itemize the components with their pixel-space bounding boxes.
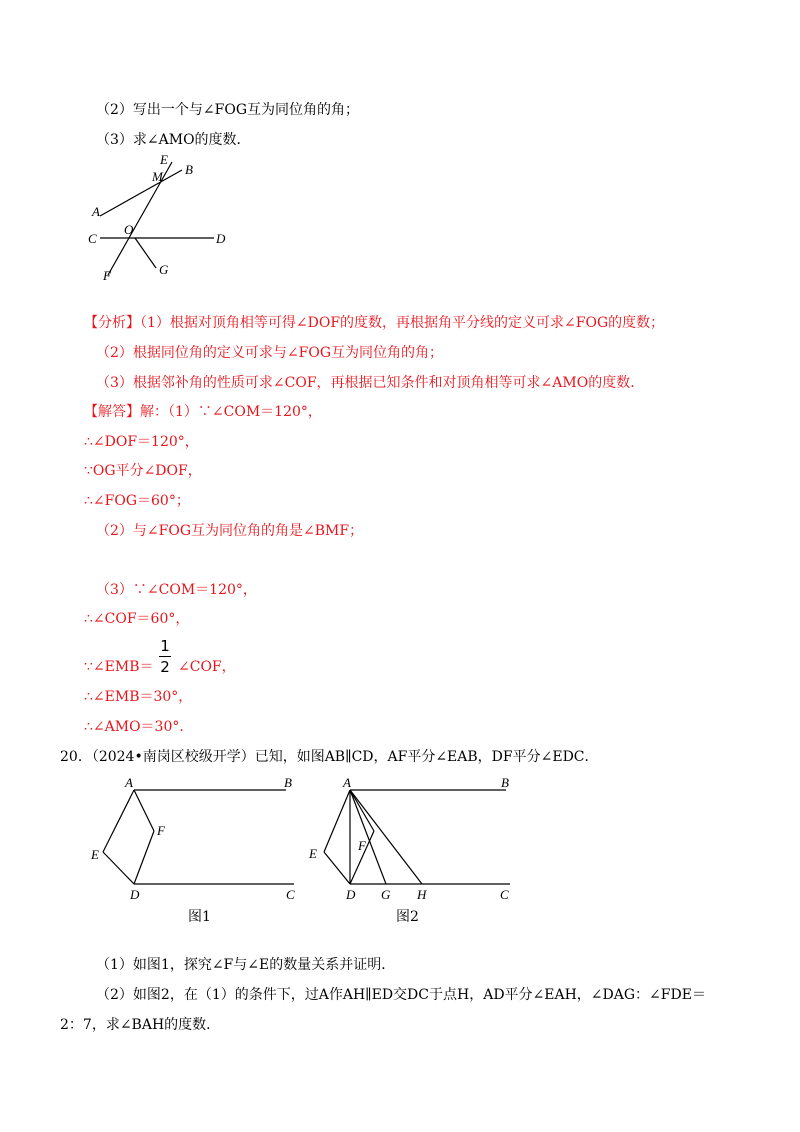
fraction-denominator: 2: [160, 658, 170, 676]
label-g: G: [159, 262, 169, 277]
segment-ag: [350, 790, 386, 884]
question-part3: （3）求∠AMO的度数．: [96, 132, 251, 148]
label-c: C: [88, 231, 97, 246]
label-a: A: [343, 775, 351, 790]
label-d: D: [130, 887, 140, 902]
problem-20-figure-1: [86, 772, 300, 902]
solution-line-2: ∴∠DOF＝120°，: [84, 434, 199, 450]
solution-line-4: ∴∠FOG＝60°；: [84, 493, 190, 509]
fraction-one-half: [159, 638, 171, 675]
label-b: B: [185, 162, 193, 177]
label-b: B: [284, 775, 292, 790]
fraction-bar: [159, 656, 171, 657]
geometry-figure-19: [88, 150, 238, 280]
problem-20-question-2-line-1: （2）如图2，在（1）的条件下，过A作AH∥ED交DC于点H，AD平分∠EAH，∠DAG：∠FDE＝: [96, 987, 706, 1003]
question-part2: （2）写出一个与∠FOG互为同位角的角；: [96, 102, 360, 118]
label-m: M: [152, 169, 163, 184]
segment-ae: [324, 790, 350, 852]
label-c: C: [500, 887, 509, 902]
solution-line-1: 【解答】解：（1）∵∠COM＝120°，: [84, 404, 322, 420]
analysis-line-2: （2）根据同位角的定义可求与∠FOG互为同位角的角；: [96, 345, 444, 361]
segment-fd: [134, 831, 154, 884]
label-d: D: [346, 887, 356, 902]
label-d: D: [216, 231, 226, 246]
label-e: E: [91, 847, 99, 862]
solution-line-5: （2）与∠FOG互为同位角的角是∠BMF；: [96, 523, 364, 539]
analysis-line-3: （3）根据邻补角的性质可求∠COF，再根据已知条件和对顶角相等可求∠AMO的度数．: [96, 375, 645, 391]
label-b: B: [501, 775, 509, 790]
label-c: C: [286, 887, 295, 902]
segment-af: [134, 790, 154, 831]
segment-ae: [103, 790, 134, 852]
label-o: O: [124, 222, 134, 237]
solution-line-10: ∴∠AMO＝30°．: [84, 719, 194, 735]
segment-ah: [350, 790, 422, 884]
problem-20-question-1: （1）如图1，探究∠F与∠E的数量关系并证明．: [96, 957, 396, 973]
label-a: A: [125, 775, 133, 790]
ray-og: [135, 238, 156, 268]
label-f: F: [157, 823, 165, 838]
label-a: A: [92, 204, 100, 219]
line-ab: [100, 170, 182, 216]
solution-line-9: ∴∠EMB＝30°，: [84, 689, 193, 705]
segment-ed: [324, 852, 350, 884]
solution-line-3: ∵OG平分∠DOF，: [84, 463, 202, 479]
label-f: F: [103, 268, 111, 280]
figure-2-caption: 图2: [396, 909, 419, 925]
solution-line-7: ∴∠COF＝60°，: [84, 611, 190, 627]
label-e: E: [309, 846, 317, 861]
label-g: G: [381, 887, 391, 902]
problem-20-question-2-line-2: 2：7，求∠BAH的度数．: [60, 1017, 221, 1033]
solution-line-8-prefix: ∵∠EMB＝: [84, 659, 154, 675]
analysis-line-1: 【分析】（1）根据对顶角相等可得∠DOF的度数，再根据角平分线的定义可求∠FOG的度数；: [84, 315, 665, 331]
label-h: H: [417, 887, 427, 902]
fraction-numerator: 1: [160, 637, 170, 655]
segment-ed: [103, 852, 134, 884]
problem-20-figure-2: [306, 772, 520, 902]
problem-20-intro: 20．（2024•南岗区校级开学）已知，如图AB∥CD，AF平分∠EAB，DF平分∠EDC．: [60, 749, 599, 765]
solution-line-8-suffix: ∠COF，: [178, 659, 236, 675]
label-e: E: [160, 152, 168, 167]
figure-1-caption: 图1: [188, 909, 211, 925]
label-f: F: [358, 838, 366, 853]
solution-line-6: （3）∵∠COM＝120°，: [96, 582, 257, 598]
segment-af: [350, 790, 374, 831]
